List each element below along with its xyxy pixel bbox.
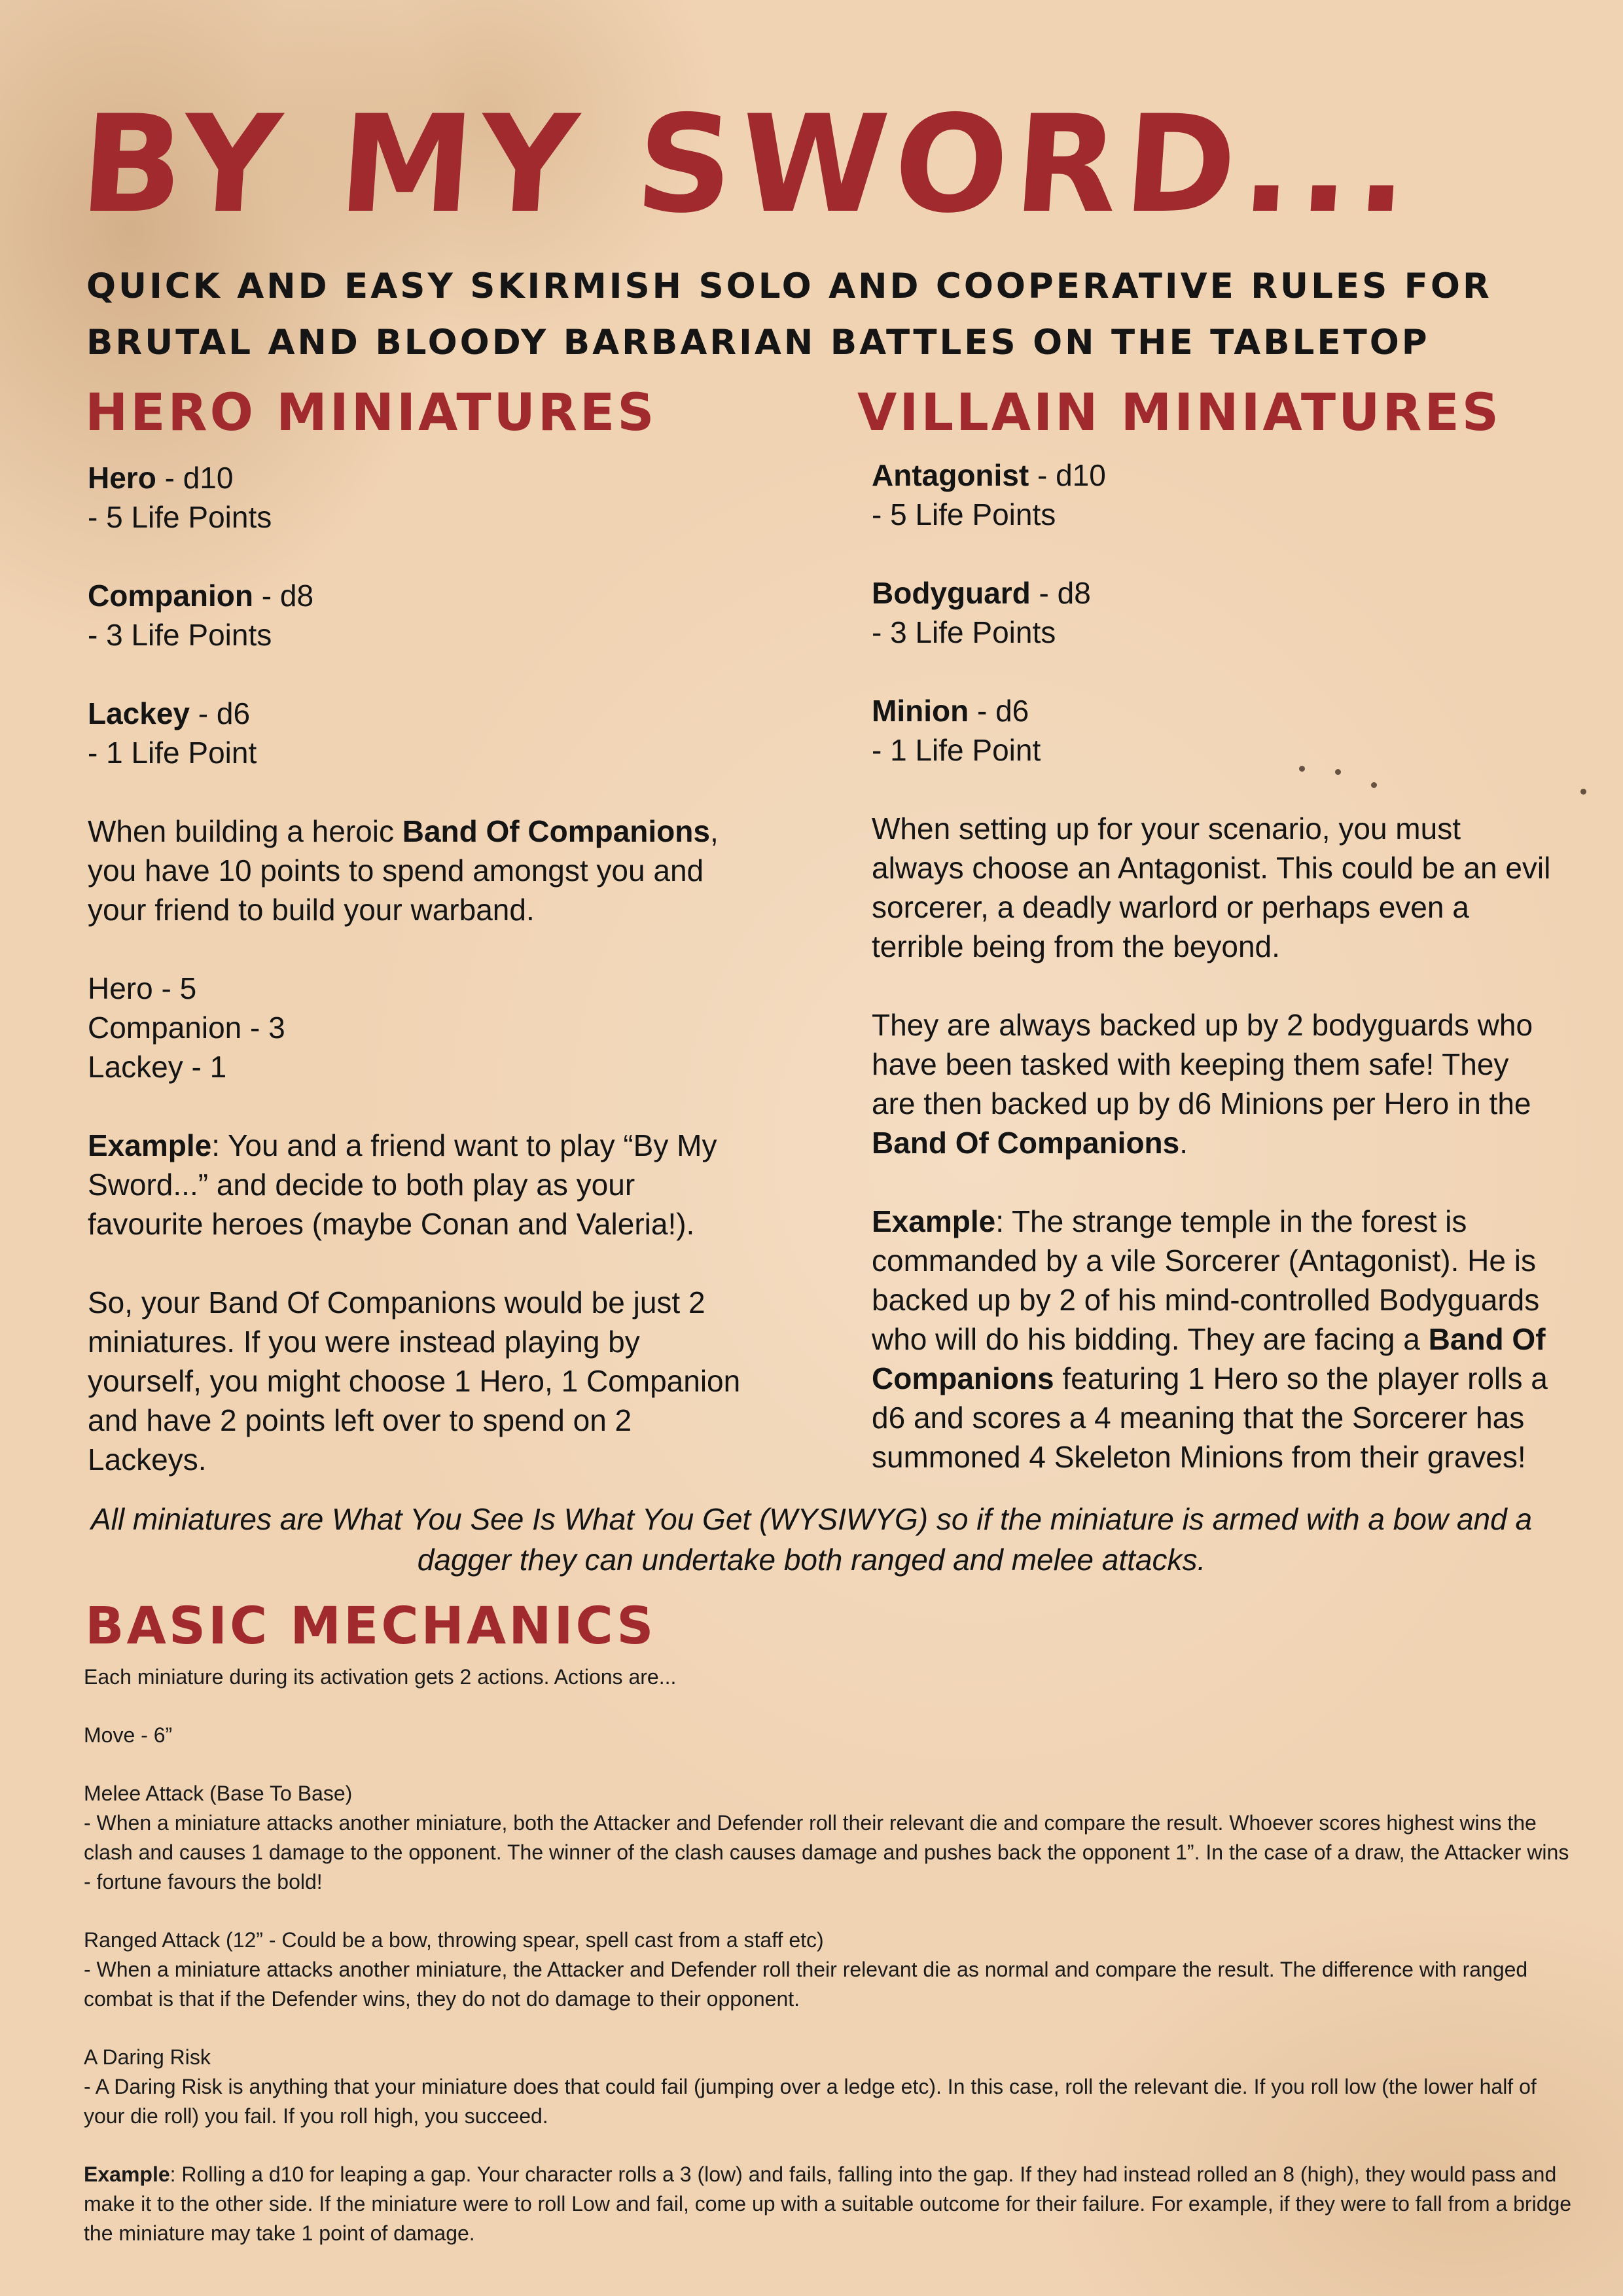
move-action: Move - 6” (84, 1723, 173, 1747)
mechanics-example: Example: Rolling a d10 for leaping a gap. Your character rolls a 3 (low) and fails, falling into the gap. If they had instead rolled an 8 (high), they would pass and make it to the other side. If the miniature were to roll Low and fail, come up with a suitable outcome for their failure. For example, if they were to fall from a bridge the miniature may take 1 point of damage. (84, 2162, 1572, 2245)
wysiwyg-note: All miniatures are What You See Is What You Get (WYSIWYG) so if the miniature is armed with a bow and a dagger they can undertake both ranged and melee attacks. (90, 1502, 1533, 1577)
hero-example: Example: You and a friend want to play “By My Sword...” and decide to both play as your favourite heroes (maybe Conan and Valeria!). (88, 1128, 717, 1241)
subtitle: QUICK AND EASY SKIRMISH SOLO AND COOPERATIVE RULES FOR BRUTAL AND BLOODY BARBARIAN BATTLES ON THE TABLETOP (86, 266, 1492, 363)
main-title: BY MY SWORD... (75, 87, 1421, 243)
ranged-rule: Ranged Attack (12” - Could be a bow, throwing spear, spell cast from a staff etc) - When a miniature attacks another miniature, the Attacker and Defender roll their relevant die as normal and compare the result. The difference with ranged combat is that if the Defender wins, they do not do damage to their opponent. (84, 1928, 1528, 2011)
mechanics-heading: BASIC MECHANICS (85, 1597, 656, 1656)
ink-speck (1299, 766, 1305, 772)
hero-final-text: So, your Band Of Companions would be just 2 miniatures. If you were instead playing by yourself, you might choose 1 Hero, 1 Companion and have 2 points left over to spend on 2 Lackeys. (88, 1285, 741, 1477)
hero-costs: Hero - 5 Companion - 3 Lackey - 1 (88, 971, 285, 1084)
hero-building-text: When building a heroic Band Of Companions, you have 10 points to spend amongst you and your friend to build your warband. (88, 814, 719, 927)
villain-setup-text: When setting up for your scenario, you must always choose an Antagonist. This could be an evil sorcerer, a deadly warlord or perhaps even a terrible being from the beyond. (872, 812, 1551, 963)
villain-column (872, 456, 1559, 1516)
villain-example: Example: The strange temple in the forest is commanded by a vile Sorcerer (Antagonist). He is backed up by 2 of his mind-controlled Bodyguards who will do his bidding. They are facing a Band Of Companions featuring 1 Hero so the player rolls a d6 and scores a 4 meaning that the Sorcerer has summoned 4 Skeleton Minions from their graves! (872, 1204, 1548, 1474)
villain-backup-text: They are always backed up by 2 bodyguards who have been tasked with keeping them safe! They are then backed up by d6 Minions per Hero in the Band Of Companions. (872, 1008, 1533, 1160)
daring-risk-rule: A Daring Risk - A Daring Risk is anything that your miniature does that could fail (jumping over a ledge etc). In this case, roll the relevant die. If you roll low (the lower half of your die roll) you fail. If you roll high, you succeed. (84, 2045, 1537, 2128)
melee-rule: Melee Attack (Base To Base) - When a miniature attacks another miniature, both the Attacker and Defender roll their relevant die and compare the result. Whoever scores highest wins the clash and causes 1 damage to the opponent. The winner of the clash causes damage and pushes back the opponent 1”. In the case of a draw, the Attacker wins - fortune favours the bold! (84, 1782, 1569, 1893)
ink-speck (1335, 769, 1341, 775)
mechanics-intro: Each miniature during its activation gets 2 actions. Actions are... (84, 1665, 677, 1689)
hero-column (88, 458, 742, 1518)
villain-heading: VILLAIN MINIATURES (857, 384, 1501, 442)
antagonist-unit: Antagonist - d10 - 5 Life Points (872, 458, 1106, 531)
hero-heading: HERO MINIATURES (85, 384, 657, 442)
lackey-unit: Lackey - d6 - 1 Life Point (88, 696, 257, 770)
hero-unit: Hero - d10 - 5 Life Points (88, 461, 272, 534)
ink-speck (1580, 789, 1586, 795)
bodyguard-unit: Bodyguard - d8 - 3 Life Points (872, 576, 1091, 649)
mechanics-body (84, 1662, 1576, 2277)
ink-speck (1371, 782, 1377, 788)
companion-unit: Companion - d8 - 3 Life Points (88, 579, 314, 652)
minion-unit: Minion - d6 - 1 Life Point (872, 694, 1041, 767)
